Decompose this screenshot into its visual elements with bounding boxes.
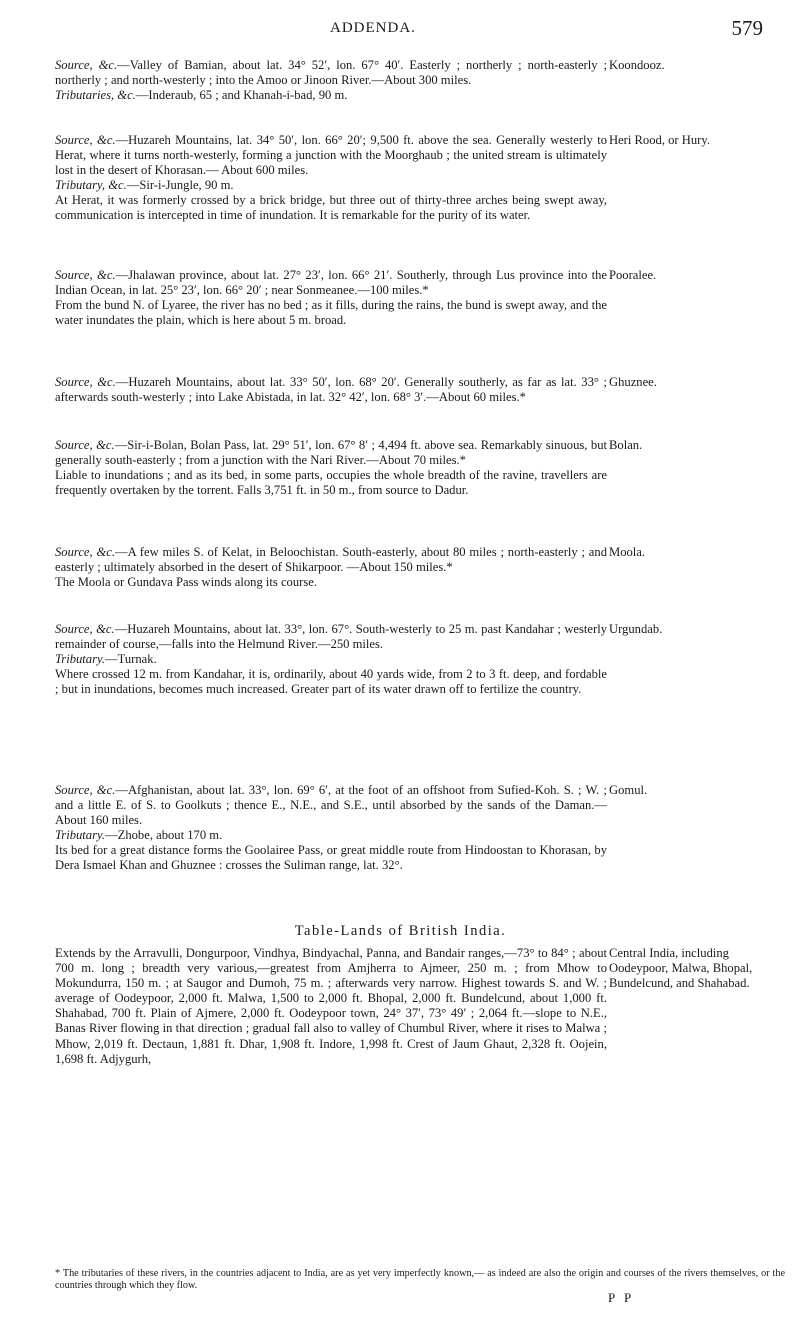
entry-text: —Inderaub, 65 ; and Khanah-i-bad, 90 m. [135,88,348,103]
river-entry [55,133,607,224]
river-entry [55,783,607,874]
entry-text: —Afghanistan, about lat. 33°, lon. 69° 6′, at the foot of an offshoot from Sufied-Koh. S. ; W. ; and a little E. of S. to Goolkuts ; thence E., N.E., and S.E., until absorbed by the sands of the Daman.—About 160 miles. [55,783,607,828]
entry-text: —A few miles S. of Kelat, in Beloochistan. South-easterly, about 80 miles ; north-easterly ; and easterly ; ultimately absorbed in the desert of Shikarpoor. —About 150 miles.* [55,545,607,575]
entry-paragraph [55,828,607,843]
entry-paragraph [55,438,607,468]
entry-text: —Sir-i-Jungle, 90 m. [126,178,234,193]
entry-text: —Huzareh Mountains, about lat. 33°, lon. 67°. South-westerly to 25 m. past Kandahar ; westerly remainder of course,—falls into the Helmund River.—250 miles. [55,622,607,652]
entry-paragraph [55,652,607,667]
river-name: Moola. [609,545,646,559]
entry-paragraph [55,468,607,498]
entry-label: Source, &c. [55,268,116,282]
river-entry [55,545,607,590]
entry-text: The Moola or Gundava Pass winds along its course. [55,575,317,590]
entry-label: Source, &c. [55,133,116,147]
river-entry [55,268,607,328]
river-entry [55,622,607,697]
entry-paragraph [55,88,607,103]
entry-label: Tributary. [55,828,106,843]
entry-text: —Zhobe, about 170 m. [105,828,223,843]
entry-text: Where crossed 12 m. from Kandahar, it is, ordinarily, about 40 yards wide, from 2 to 3 ft. deep, and fordable ; but in inundations, becomes much increased. Greater part of its water drawn off to fertilize the country. [55,667,607,697]
table-lands-text: Extends by the Arravulli, Dongurpoor, Vindhya, Bindyachal, Panna, and Bandair ranges,—73° to 84° ; about 700 m. long ; breadth very various,—greatest from Amjherra to Ajmeer, 250 m. ; from Mhow to Mokundurra, 150 m. ; at Saugor and Dumoh, 75 m. ; afterwards very narrow. Highest towards S. and W. ; average of Oodeypoor, 2,000 ft. Malwa, 1,500 to 2,000 ft. Bhopal, 2,000 ft. Bundelcund, about 1,000 ft. Shahabad, 700 ft. Plain of Ajmere, 2,000 ft. Oodeypoor town, 24° 37′, 73° 49′ ; 2,064 ft.—slope to N.E., Banas River flowing in that direction ; gradual fall also to valley of Chumbul River, where it rises to Malwa ; Mhow, 2,019 ft. Dectaun, 1,881 ft. Dhar, 1,908 ft. Indore, 1,998 ft. Crest of Jaum Ghaut, 2,328 ft. Oojein, 1,698 ft. Adjygurh, [55,946,607,1066]
entry-paragraph [55,268,607,298]
entry-paragraph [55,298,607,328]
entry-paragraph [55,545,607,575]
section-title: Table-Lands of British India. [294,923,507,939]
entry-label: Source, &c. [55,622,115,636]
river-entry [55,438,607,498]
entry-text: From the bund N. of Lyaree, the river has no bed ; as it fills, during the rains, the bund is swept away, and the water inundates the plain, which is here about 5 m. broad. [55,298,607,328]
entry-text: Liable to inundations ; and as its bed, in some parts, occupies the whole breadth of the ravine, travellers are frequently overtaken by the torrent. Falls 3,751 ft. in 50 m., from source to Dadur. [55,468,607,498]
entry-paragraph [55,575,607,590]
table-lands-region: Central India, including Oodeypoor, Malwa, Bhopal, Bundelcund, and Shahabad. [609,946,753,991]
entry-paragraph [55,375,607,405]
entry-label: Source, &c. [55,545,115,559]
entry-paragraph [55,58,607,88]
river-name: Pooralee. [609,268,657,282]
river-name: Heri Rood, or Hury. [609,133,710,147]
entry-paragraph [55,783,607,828]
entry-text: Its bed for a great distance forms the Goolairee Pass, or great middle route from Hindoostan to Khorasan, by Dera Ismael Khan and Ghuznee : crosses the Suliman range, lat. 32°. [55,843,607,873]
entry-label: Tributaries, &c. [55,88,136,103]
page-number: 579 [731,16,763,40]
entry-text: —Huzareh Mountains, about lat. 33° 50′, lon. 68° 20′. Generally southerly, as far as lat. 33° ; afterwards south-westerly ; into Lake Abistada, in lat. 32° 42′, lon. 68° 3′.—About 60 miles.* [55,375,607,405]
signature-mark: P P [608,1290,635,1305]
entry-paragraph [55,133,607,178]
footnote: * The tributaries of these rivers, in the countries adjacent to India, are as yet very imperfectly known,— as indeed are also the origin and courses of the rivers themselves, or the countries through which they flow. [55,1268,785,1291]
entry-label: Source, &c. [55,58,118,72]
running-head [0,16,801,44]
river-entry [55,375,607,405]
river-entry [55,58,607,103]
entry-paragraph [55,843,607,873]
river-name: Urgundab. [609,622,663,636]
entry-label: Tributary. [55,652,106,667]
entry-text: —Sir-i-Bolan, Bolan Pass, lat. 29° 51′, lon. 67° 8′ ; 4,494 ft. above sea. Remarkably sinuous, but generally south-easterly ; from a junction with the Nari River.—About 70 miles.* [55,438,607,468]
entry-text: —Turnak. [105,652,157,667]
running-head-title: ADDENDA. [330,20,416,36]
entry-paragraph [55,178,607,193]
entry-label: Source, &c. [55,375,116,389]
river-name: Gomul. [609,783,648,797]
entry-paragraph [55,193,607,223]
entry-paragraph [55,622,607,652]
entry-text: At Herat, it was formerly crossed by a brick bridge, but three out of thirty-three arches being swept away, communication is intercepted in time of inundation. It is remarkable for the purity of its water. [55,193,607,223]
entry-label: Source, &c. [55,783,116,797]
entry-text: —Valley of Bamian, about lat. 34° 52′, lon. 67° 40′. Easterly ; northerly ; north-easterly ; northerly ; and north-westerly ; into the Amoo or Jinoon River.—About 300 miles. [55,58,607,88]
entry-text: —Huzareh Mountains, lat. 34° 50′, lon. 66° 20′; 9,500 ft. above the sea. Generally westerly to Herat, where it turns north-westerly, forming a junction with the Moorghaub ; the united stream is ultimately lost in the desert of Khorasan.— About 600 miles. [55,133,607,178]
river-name: Koondooz. [609,58,665,72]
entry-text: —Jhalawan province, about lat. 27° 23′, lon. 66° 21′. Southerly, through Lus province into the Indian Ocean, in lat. 25° 23′, lon. 66° 20′ ; near Sonmeanee.—100 miles.* [55,268,607,298]
entry-label: Source, &c. [55,438,115,452]
river-name: Ghuznee. [609,375,657,389]
river-name: Bolan. [609,438,643,452]
entry-label: Tributary, &c. [55,178,127,193]
entry-paragraph [55,667,607,697]
